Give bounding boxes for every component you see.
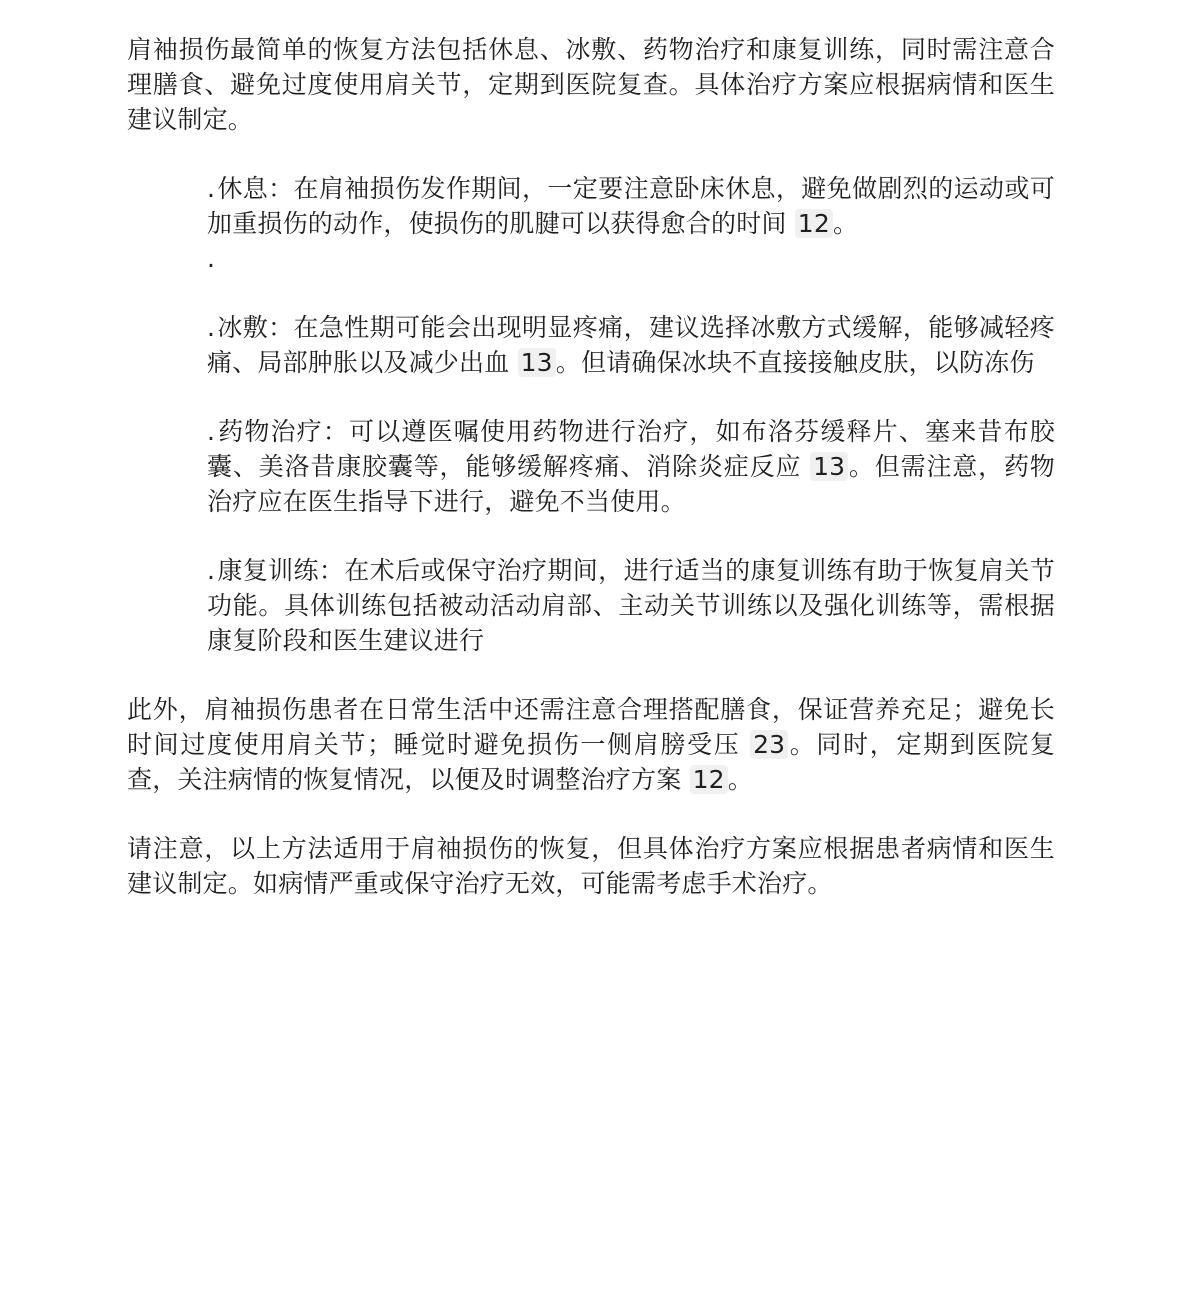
item-text: 休息：在肩袖损伤发作期间，一定要注意卧床休息，避免做剧烈的运动或可加重损伤的动作，使损伤的肌腱可以获得愈合的时间 <box>207 174 1055 238</box>
additional-paragraph <box>127 692 1055 797</box>
list-marker: . <box>207 556 216 585</box>
citation-badge[interactable]: 13 <box>810 452 848 481</box>
intro-paragraph: 肩袖损伤最简单的恢复方法包括休息、冰敷、药物治疗和康复训练，同时需注意合理膳食、避免过度使用肩关节，定期到医院复查。具体治疗方案应根据病情和医生建议制定。 <box>127 35 1055 134</box>
list-marker: . <box>207 313 216 342</box>
note-paragraph: 请注意，以上方法适用于肩袖损伤的恢复，但具体治疗方案应根据患者病情和医生建议制定。如病情严重或保守治疗无效，可能需考虑手术治疗。 <box>127 834 1055 898</box>
list-item-rehab <box>207 553 1055 658</box>
list-marker: . <box>207 174 216 203</box>
after-text: 此外，肩袖损伤患者在日常生活中还需注意合理搭配膳食，保证营养充足；避免长时间过度使用肩关节；睡觉时避免损伤一侧肩膀受压 <box>127 695 1055 759</box>
method-list <box>207 171 1055 658</box>
item-tail: 。但需注意，药物治疗应在医生指导下进行，避免不当使用。 <box>207 452 1056 516</box>
after-tail: 。 <box>727 765 753 794</box>
citation-badge[interactable]: 12 <box>690 765 728 794</box>
item-text: 药物治疗：可以遵医嘱使用药物进行治疗，如布洛芬缓释片、塞来昔布胶囊、美洛昔康胶囊等，能够缓解疼痛、消除炎症反应 <box>207 417 1055 481</box>
list-marker: . <box>207 417 216 446</box>
citation-badge[interactable]: 23 <box>750 730 788 759</box>
stray-dot: . <box>207 244 216 273</box>
citation-badge[interactable]: 13 <box>518 348 556 377</box>
citation-badge[interactable]: 12 <box>795 209 833 238</box>
item-text: 冰敷：在急性期可能会出现明显疼痛，建议选择冰敷方式缓解，能够减轻疼痛、局部肿胀以及减少出血 <box>207 313 1055 377</box>
item-tail: 。但请确保冰块不直接接触皮肤，以防冻伤 <box>555 348 1035 377</box>
list-item-rest <box>207 171 1055 276</box>
item-tail: 。 <box>832 209 859 238</box>
after-mid: 。同时，定期到医院复查，关注病情的恢复情况，以便及时调整治疗方案 <box>127 730 1055 794</box>
article <box>127 32 1055 901</box>
list-item-ice <box>207 310 1055 380</box>
item-text: 康复训练：在术后或保守治疗期间，进行适当的康复训练有助于恢复肩关节功能。具体训练包括被动活动肩部、主动关节训练以及强化训练等，需根据康复阶段和医生建议进行 <box>207 556 1055 655</box>
list-item-medication <box>207 414 1055 519</box>
